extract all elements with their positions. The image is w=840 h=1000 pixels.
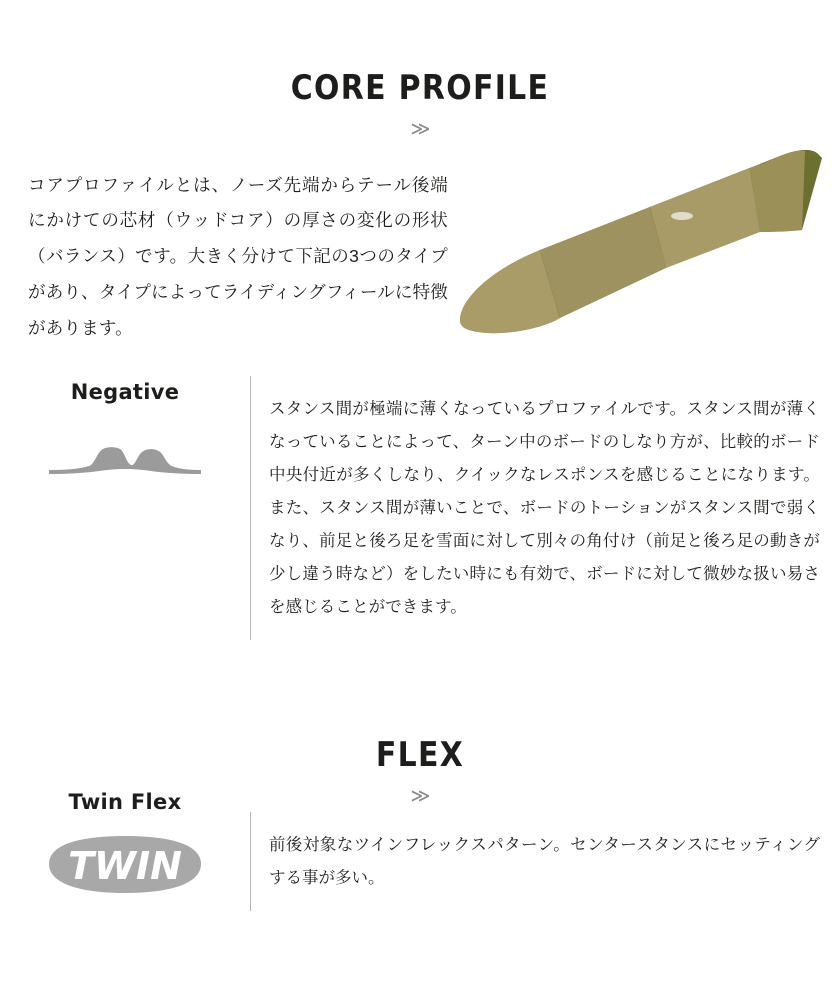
core-profile-intro-text: コアプロファイルとは、ノーズ先端からテール後端にかけての芯材（ウッドコア）の厚さの変化の形状（バランス）です。大きく分けて下記の3つのタイプがあり、タイプによってライディングフィールに特徴があります。 <box>28 174 448 338</box>
profile-label-column <box>20 380 230 480</box>
profile-shape-holder <box>20 430 230 480</box>
page-title-core-profile: CORE PROFILE <box>290 68 550 108</box>
flex-label-column <box>20 790 230 900</box>
profile-type-name: Negative <box>70 380 180 404</box>
twin-badge-holder <box>20 830 230 900</box>
twin-badge-text: TWIN <box>68 844 182 888</box>
profile-description-text: スタンス間が極端に薄くなっているプロファイルです。スタンス間が薄くなっていることによって、ターン中のボードのしなり方が、比較的ボード中央付近が多くしなり、クイックなレスポンスを感じることになります。また、スタンス間が薄いことで、ボードのトーションがスタンス間で弱くなり、前足と後ろ足を雪面に対して別々の角付け（前足と後ろ足の動きが少し違う時など）をしたい時にも有効で、ボードに対して微妙な扱い易さを感じることができます。 <box>269 399 820 616</box>
snowboard-illustration <box>430 140 830 360</box>
page-title-flex: FLEX <box>375 735 465 775</box>
snowboard-core-profile-icon <box>430 140 830 360</box>
chevron-down-icon-flex: ≫ <box>410 786 430 807</box>
profile-description-column <box>250 376 820 640</box>
core-profile-intro-row <box>0 140 840 350</box>
flex-type-name: Twin Flex <box>68 790 182 814</box>
twin-flex-badge-icon <box>35 830 215 900</box>
flex-description-column <box>250 812 820 911</box>
flex-description-text: 前後対象なツインフレックスパターン。センタースタンスにセッティングする事が多い。 <box>269 835 820 887</box>
core-profile-header <box>0 68 840 139</box>
chevron-down-icon: ≫ <box>410 119 430 140</box>
negative-profile-shape-icon <box>45 430 205 480</box>
